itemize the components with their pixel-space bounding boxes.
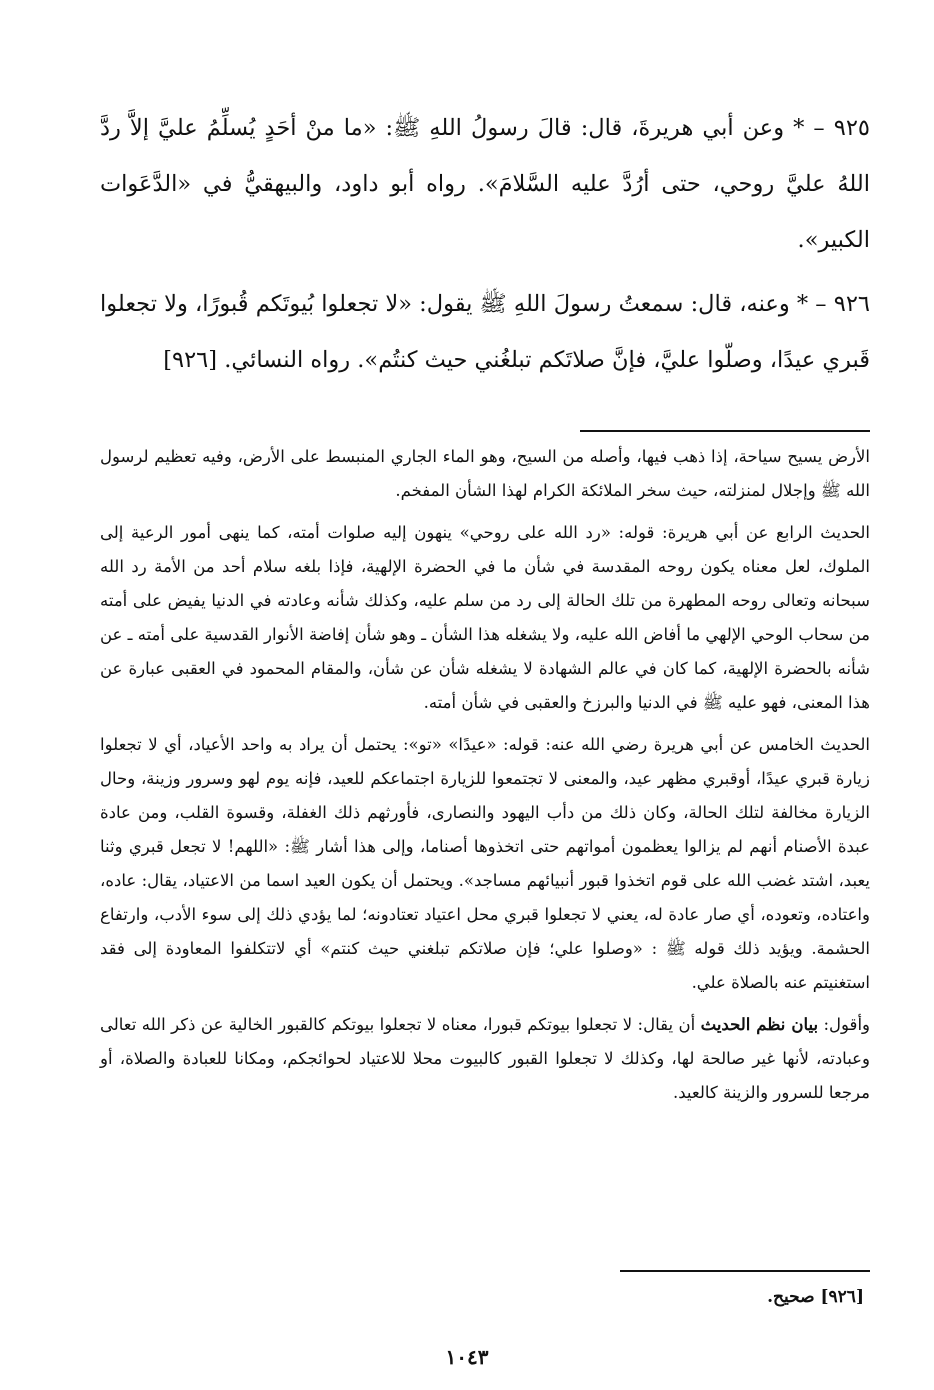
note-paragraph-1: الأرض يسيح سياحة، إذا ذهب فيها، وأصله من السيح، وهو الماء الجاري المنبسط على الأرض، وفيه تعظيم لرسول الله ﷺ وإجلال لمنزلته، حيث سخر الملائكة الكرام لهذا الشأن المفخم. [100,447,870,500]
commentary-notes [100,440,870,1118]
note-heading-bold: بيان نظم الحديث [700,1015,819,1034]
hadith-grading: [٩٢٦] صحيح. [767,1287,864,1307]
page-number: ١٠٤٣ [445,1345,489,1369]
note-paragraph-2: الحديث الرابع عن أبي هريرة: قوله: «رد الله على روحي» ينهون إليه صلوات أمته، كما ينهى أمور الرعية إلى الملوك، لعل معناه يكون روحه المقدسة في شأن ما في الحضرة الإلهية، فإذا بلغه سلام أحد من الأمة رد الله سبحانه وتعالى روحه المطهرة من تلك الحالة إلى رد من سلم عليه، وكذلك شأنه وعادته في الدنيا يفيض على أمته من سحاب الوحي الإلهي ما أفاض الله عليه، ولا يشغله هذا الشأن ـ وهو شأن إفاضة الأنوار القدسية على أمته ـ عن شأنه بالحضرة الإلهية، كما كان في عالم الشهادة لا يشغله شأن عن شأن، والمقام المحمود في العقبى عبارة عن هذا المعنى، فهو عليه ﷺ في الدنيا والبرزخ والعقبى في شأن أمته. [100,523,870,712]
main-text [100,100,870,396]
note-paragraph-3: الحديث الخامس عن أبي هريرة رضي الله عنه: قوله: «عيدًا» «تو»: يحتمل أن يراد به واحد الأعياد، أي لا تجعلوا زيارة قبري عيدًا، أوقبري مظهر عيد، والمعنى لا تجتمعوا للزيارة اجتماعكم للعيد، فإنه يوم لهو وسرور وزينة، وحال الزيارة مخالفة لتلك الحالة، وكان ذلك من دأب اليهود والنصارى، فأورثهم ذلك الغفلة، وقسوة القلب، ومن عادة عبدة الأصنام أنهم لم يزالوا يعظمون أمواتهم حتى اتخذوها أصناما، وإلى هذا أشار ﷺ: «اللهم! لا تجعل قبري وثنا يعبد، اشتد غضب الله على قوم اتخذوا قبور أنبيائهم مساجد». ويحتمل أن يكون العيد اسما من الاعتياد، يقال: عاده، واعتاده، وتعوده، أي صار عادة له، يعني لا تجعلوا قبري محل اعتياد تعتادونه؛ لما يؤدي ذلك إلى سوء الأدب، وارتفاع الحشمة. ويؤيد ذلك قوله ﷺ : «وصلوا علي؛ فإن صلاتكم تبلغني حيث كنتم» أي لاتتكلفوا المعاودة إلى فقد استغنيتم عنه بالصلاة علي. [100,735,870,992]
note-rest: أن يقال: لا تجعلوا بيوتكم قبورا، معناه لا تجعلوا بيوتكم كالقبور الخالية عن ذكر الله تعالى وعبادته، لأنها غير صالحة لها، وكذلك لا تجعلوا القبور كالبيوت محلا للاعتياد لحوائجكم، ومكانا للعبادة والصلاة، أو مرجعا للسرور والزينة كالعيد. [100,1015,870,1102]
footnote-divider [580,430,870,432]
note-lead: وأقول: [823,1015,870,1034]
hadith-925: ٩٢٥ – * وعن أبي هريرةَ، قال: قالَ رسولُ اللهِ ﷺ: «ما منْ أحَدٍ يُسلِّمُ عليَّ إلاَّ ردَّ اللهُ عليَّ روحي، حتى أرُدَّ عليه السَّلامَ». رواه أبو داود، والبيهقيُّ في «الدَّعَوات الكبير». [100,115,870,253]
note-paragraph-4 [100,1008,870,1110]
hadith-926: ٩٢٦ – * وعنه، قال: سمعتُ رسولَ اللهِ ﷺ يقول: «لا تجعلوا بُيوتَكم قُبورًا، ولا تجعلوا قَبري عيدًا، وصلّوا عليَّ، فإنَّ صلاتَكم تبلغُني حيث كنتُم». رواه النسائي. [٩٢٦] [100,291,870,373]
grading-divider [620,1270,870,1272]
